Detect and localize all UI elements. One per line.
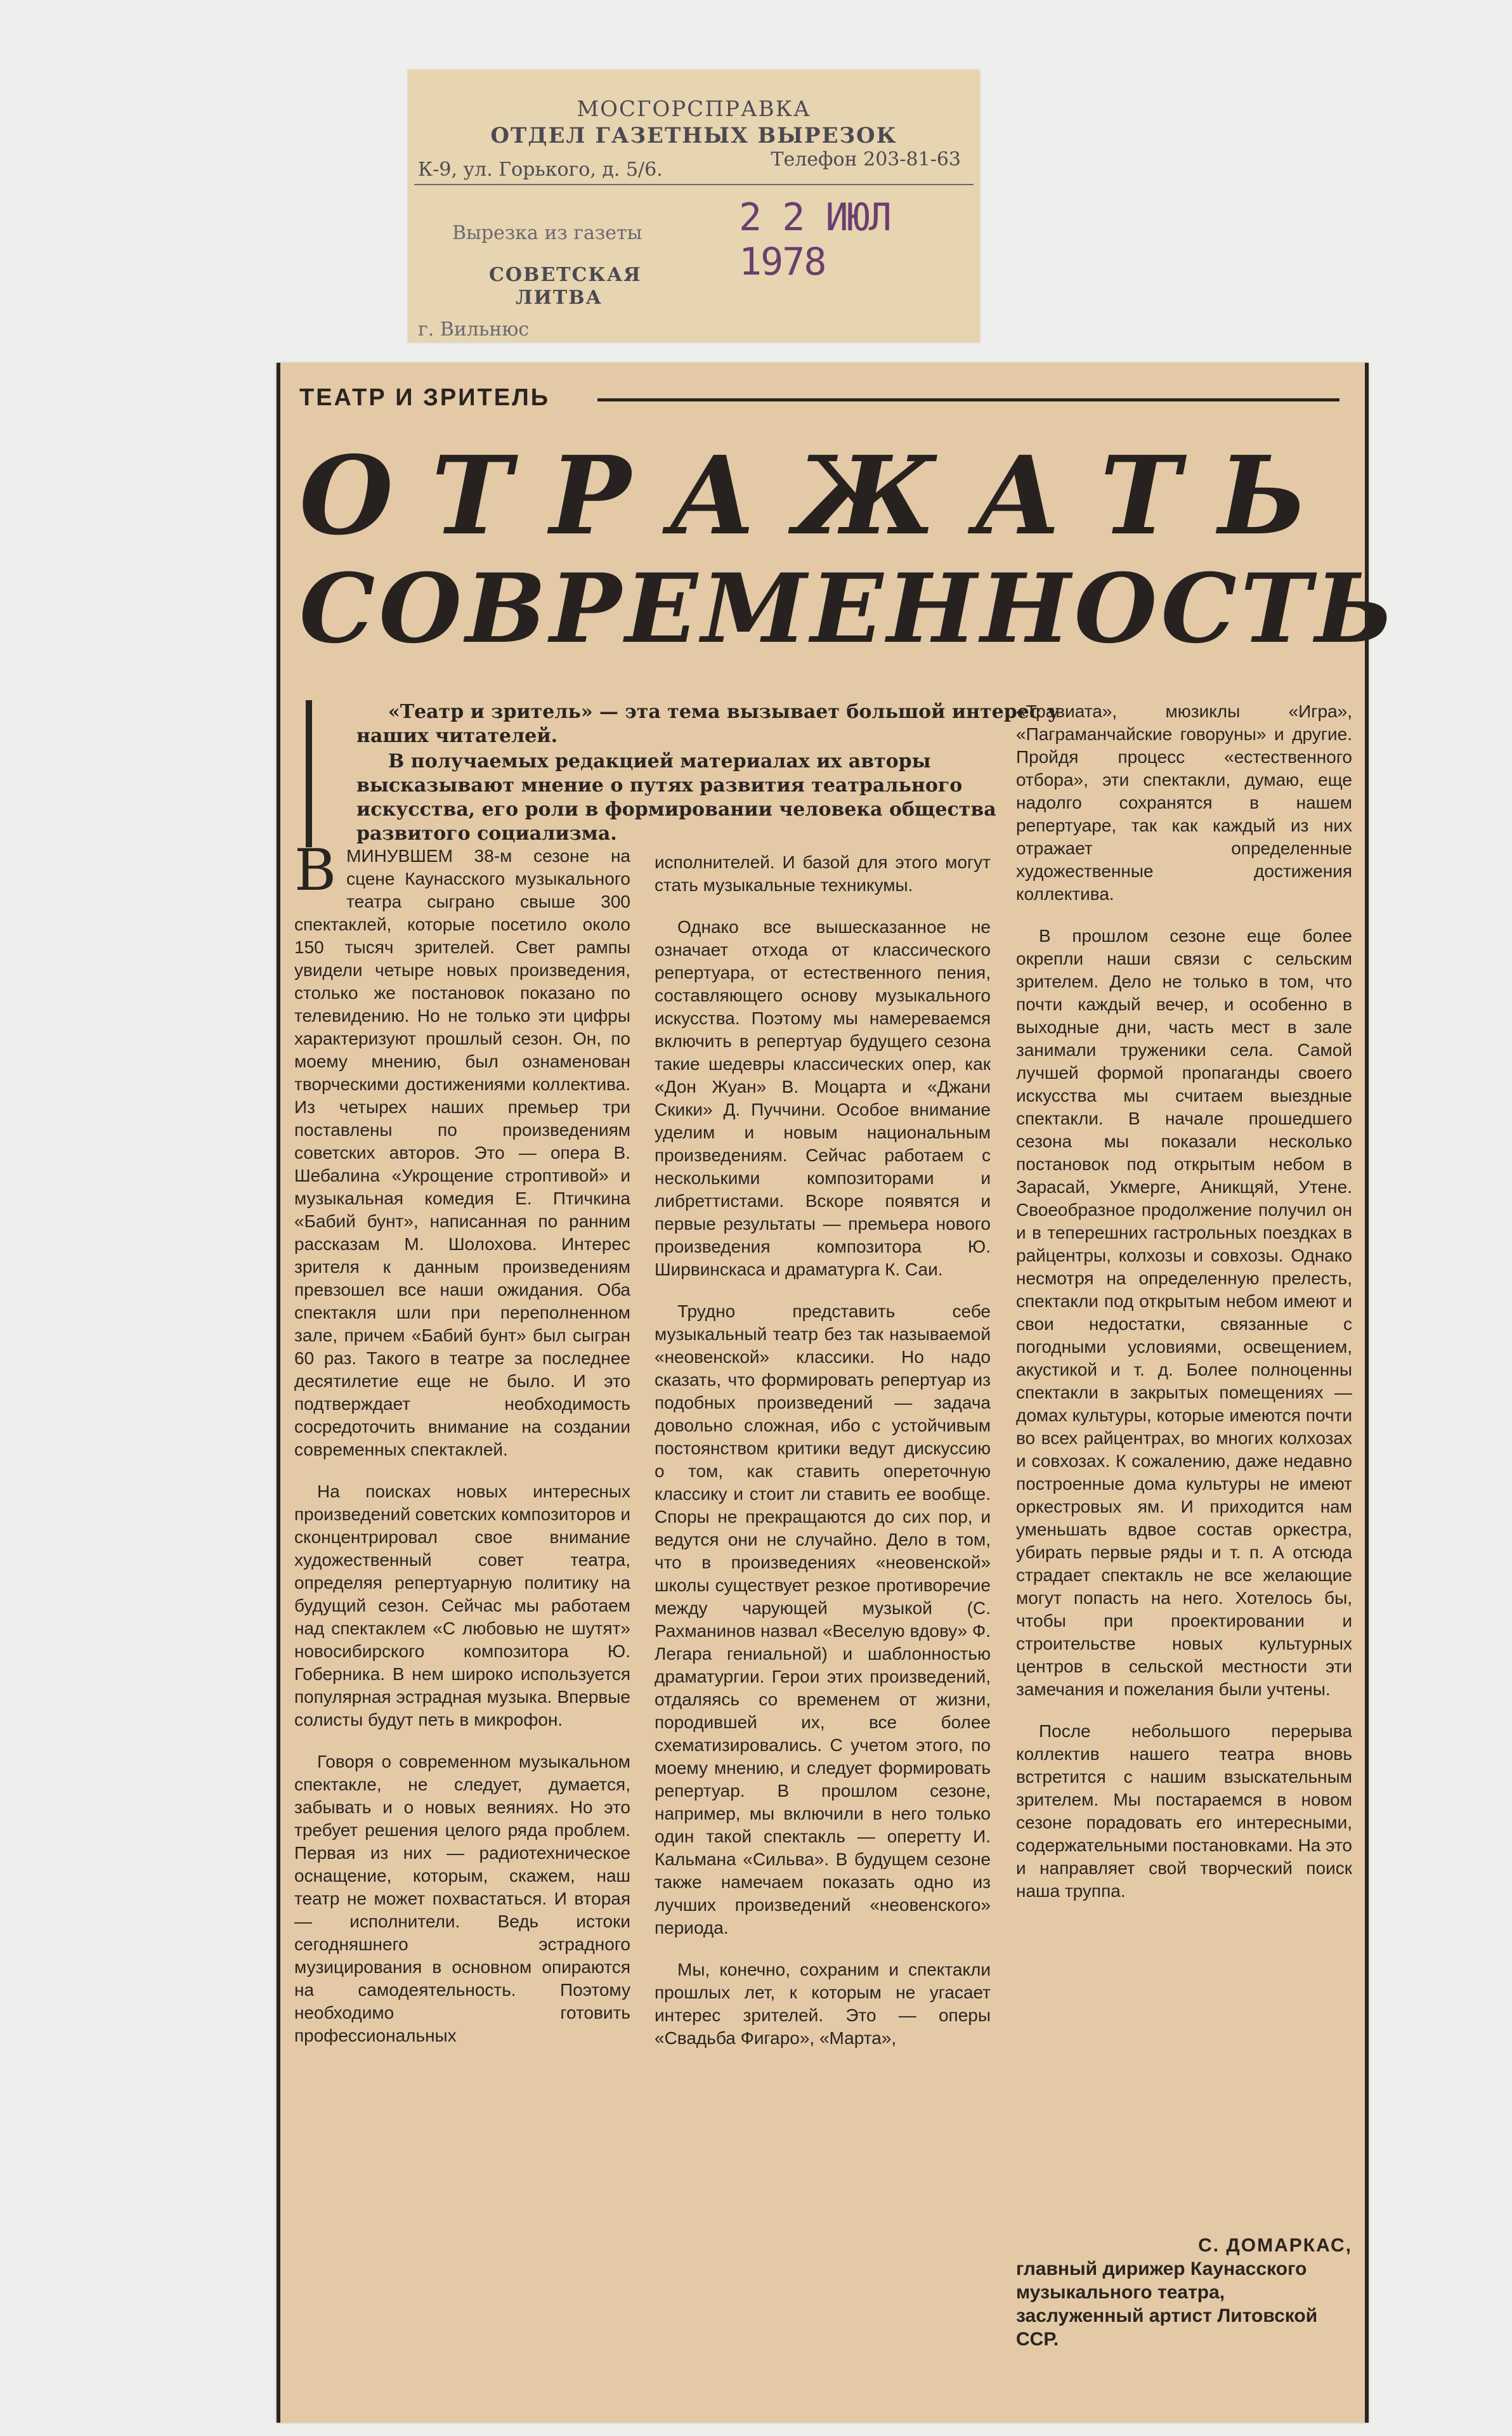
paragraph: Однако все вышесказанное не означает отхода от классического репертуара, от естественного пения, составляющего основу музыкального искусства. Поэтому мы намереваемся включить в репертуар будущего сезона такие шедевры классических опер, как «Дон Жуан» В. Моцарта и «Джани Скики» Д. Пуччини. Особое внимание уделим и новым национальным произведениям. Сейчас работаем с несколькими композиторами и либреттистами. Вскоре появятся и первые результаты — премьера нового произведения композитора Ю. Ширвинскаса и драматурга К. Саи. (655, 917, 991, 1279)
newspaper-article (277, 363, 1398, 2423)
stamp-divider (414, 184, 974, 185)
stamp-date: 2 2 ИЮЛ 1978 (739, 195, 890, 284)
paragraph: В прошлом сезоне еще более окрепли наши связи с сельским зрителем. Дело не только в том, что почти каждый вечер, и особенно в выходные дни, часть мест в зале занимали труженики села. Самой лучшей формой пропаганды своего искусства мы считаем выездные спектакли. В начале прошедшего сезона мы показали несколько постановок под открытым небом в Зарасай, Укмерге, Аникщяй, Утене. Своеобразное продолжение получил он и в теперешних гастрольных поездках в райцентры, колхозы и совхозы. Однако несмотря на определенную прелесть, спектакли под открытым небом имеют и свои недостатки, связанные с погодными условиями, освещением, акустикой и т. д. Более полноценны спектакли в закрытых помещениях — домах культуры, которые имеются почти во всех райцентрах, во многих колхозах и совхозах. К сожалению, даже недавно построенные дома культуры не имеют оркестровых ям. И приходится нам уменьшать вдвое состав оркестра, убирать первые ряды и т. п. А отсюда страдает спектакль не все желающие могут попасть на него. Хотелось бы, чтобы при проектировании и строительстве новых культурных центров в сельской местности эти замечания и пожелания были учтены. (1016, 926, 1352, 1699)
stamp-department: ОТДЕЛ ГАЗЕТНЫХ ВЫРЕЗОК (490, 123, 897, 148)
stamp-phone: Телефон 203-81-63 (771, 148, 961, 171)
article-column-1 (294, 837, 630, 2066)
paragraph: Трудно представить себе музыкальный театр без так называемой «неовенской» классики. Но надо сказать, что формировать репертуар из подобных произведений — задача довольно сложная, ибо с устойчивым постоянством критики ведут дискуссию о том, как ставить опереточную классику и стоит ли ставить ее вообще. Споры не прекращаются до сих пор, и ведутся они не случайно. Дело в том, что в произведениях «неовенской» школы существует резкое противоречие между чарующей музыкой (С. Рахманинов назвал «Веселую вдову» Ф. Легара гениальной) и шаблонностью драматургии. Герои этих произведений, отдаляясь со временем от жизни, породившей их, все более схематизировались. С учетом этого, по моему мнению, и следует формировать репертуар. В прошлом сезоне, например, мы включили в него только один такой спектакль — оперетту И. Кальмана «Сильва». В будущем сезоне также намечаем показать одно из лучших произведений «неовенского» периода. (655, 1301, 991, 1938)
author-name: С. ДОМАРКАС, (1198, 2235, 1352, 2256)
article-column-3 (1016, 700, 1352, 1922)
author-title: главный дирижер Каунасского музыкального театра, заслуженный артист Литовской ССР. (1016, 2258, 1318, 2350)
article-rubric: ТЕАТР И ЗРИТЕЛЬ (299, 384, 551, 411)
headline-line2: СОВРЕМЕННОСТЬ (299, 553, 1398, 665)
editorial-lead (306, 700, 1086, 847)
paragraph: «Травиата», мюзиклы «Игра», «Паграманчайские говоруны» и другие. Пройдя процесс «естественного отбора», эти спектакли, думаю, еще надолго сохранятся в нашем репертуаре, так как каждый из них отражает определенные художественные достижения коллектива. (1016, 701, 1352, 904)
stamp-newspaper-name-line1: СОВЕТСКАЯ (489, 264, 642, 286)
paragraph: МИНУВШЕМ 38-м сезоне на сцене Каунасского музыкального театра сыграно свыше 300 спектаклей, которые посетило около 150 тысяч зрителей. Свет рампы увидели четыре новых произведения, столько же постановок показано по телевидению. Но не только эти цифры характеризуют прошлый сезон. Он, по моему мнению, был ознаменован творческими достижениями коллектива. Из четырех наших премьер три поставлены по произведениям советских авторов. Это — опера В. Шебалина «Укрощение строптивой» и музыкальная комедия Е. Птичкина «Бабий бунт», написанная по ранним рассказам М. Шолохова. Интерес зрителя к данным произведениям превзошел все наши ожидания. Оба спектакля шли при переполненном зале, причем «Бабий бунт» был сыгран 60 раз. Такого в театре за последнее десятилетие еще не было. И это подтверждает необходимость сосредоточить внимание на создании современных спектаклей. (294, 846, 630, 1459)
paragraph: Мы, конечно, сохраним и спектакли прошлых лет, к которым не угасает интерес зрителей. Это — оперы «Свадьба Фигаро», «Марта», (655, 1960, 991, 2048)
drop-cap: В (294, 837, 337, 904)
headline-line1: ОТРАЖАТЬ (299, 433, 1346, 559)
stamp-city: г. Вильнюс (418, 318, 530, 341)
stamp-newspaper-name-line2: ЛИТВА (516, 287, 603, 309)
rubric-rule (597, 398, 1339, 401)
clipping-service-stamp (408, 70, 980, 342)
lead-paragraph-2: В получаемых редакцией материалах их авторы высказывают мнение о путях развития театрального искусства, его роли в формировании человека общества развитого социализма. (356, 750, 996, 845)
lead-paragraph-1: «Театр и зритель» — эта тема вызывает большой интерес у наших читателей. (356, 701, 1060, 747)
paragraph: исполнителей. И базой для этого могут стать музыкальные техникумы. (655, 852, 991, 895)
paragraph: Говоря о современном музыкальном спектакле, не следует, думается, забывать и о новых веяниях. Но это требует решения целого ряда проблем. Первая из них — радиотехническое оснащение, которым, скажем, наш театр не может похвастаться. И вторая — исполнители. Ведь истоки сегодняшнего эстрадного музицирования в основном опираются на самодеятельность. Поэтому необходимо готовить профессиональных (294, 1752, 630, 2045)
article-column-2 (655, 851, 991, 2069)
paragraph: После небольшого перерыва коллектив нашего театра вновь встретится с нашим взыскательным зрителем. Мы постараемся в новом сезоне порадовать его интересными, содержательными постановками. На это и направляет свой творческий поиск наша труппа. (1016, 1721, 1352, 1901)
stamp-organization: МОСГОРСПРАВКА (577, 96, 811, 122)
stamp-cutting-label: Вырезка из газеты (452, 222, 642, 244)
stamp-address: К-9, ул. Горького, д. 5/6. (418, 159, 663, 181)
paragraph: На поисках новых интересных произведений советских композиторов и сконцентрировал свое внимание художественный совет театра, определяя репертуарную политику на будущий сезон. Сейчас мы работаем над спектаклем «С любовью не шутят» новосибирского композитора Ю. Гоберника. В нем широко используется популярная эстрадная музыка. Впервые солисты будут петь в микрофон. (294, 1482, 630, 1729)
author-signature (1016, 2234, 1352, 2351)
